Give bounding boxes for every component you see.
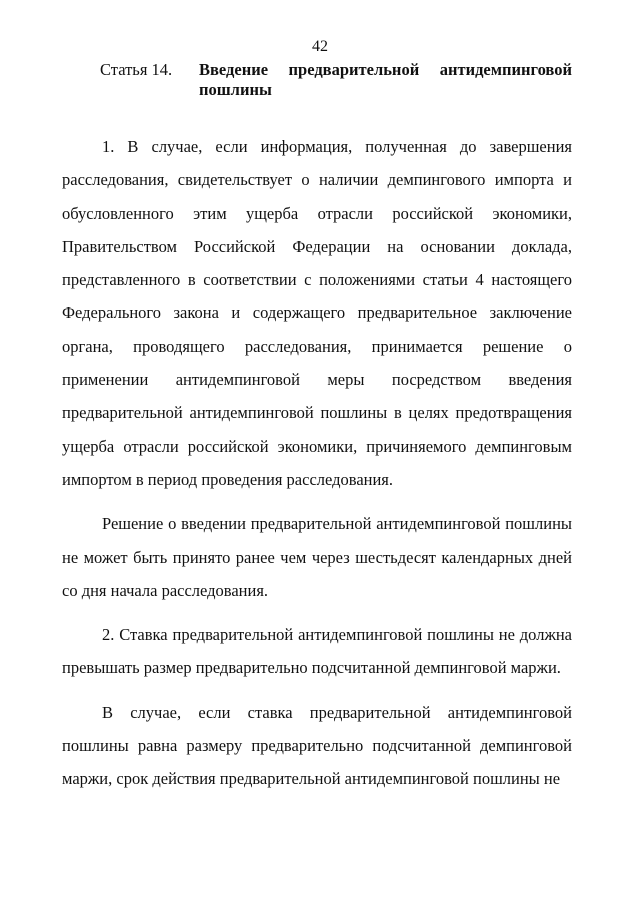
article-title	[199, 60, 572, 100]
article-body	[62, 130, 572, 796]
paragraph: 1. В случае, если информация, полученная до завершения расследования, свидетельствует о наличии демпингового импорта и обусловленного этим ущерба отрасли российской экономики, Правительством Российской Федерации на основании доклада, представленного в соответствии с положениями статьи 4 настоящего Федерального закона и содержащего предварительное заключение органа, проводящего расследования, принимается решение о применении антидемпинговой меры посредством введения предварительной антидемпинговой пошлины в целях предотвращения ущерба отрасли российской экономики, причиняемого демпинговым импортом в период проведения расследования.	[62, 137, 572, 489]
paragraph: Решение о введении предварительной антидемпинговой пошлины не может быть принято ранее чем через шестьдесят календарных дней со дня начала расследования.	[62, 514, 572, 600]
page-number: 42	[312, 38, 328, 55]
article-label: Статья 14.	[100, 60, 173, 79]
article-title-line-2: пошлины	[199, 80, 272, 99]
article-title-line-1: Введение предварительной антидемпинговой	[199, 60, 572, 79]
paragraph: 2. Ставка предварительной антидемпинговой пошлины не должна превышать размер предварительно подсчитанной демпинговой маржи.	[62, 625, 572, 678]
paragraph: В случае, если ставка предварительной антидемпинговой пошлины равна размеру предварительно подсчитанной демпинговой маржи, срок действия предварительной антидемпинговой пошлины не	[62, 702, 572, 789]
